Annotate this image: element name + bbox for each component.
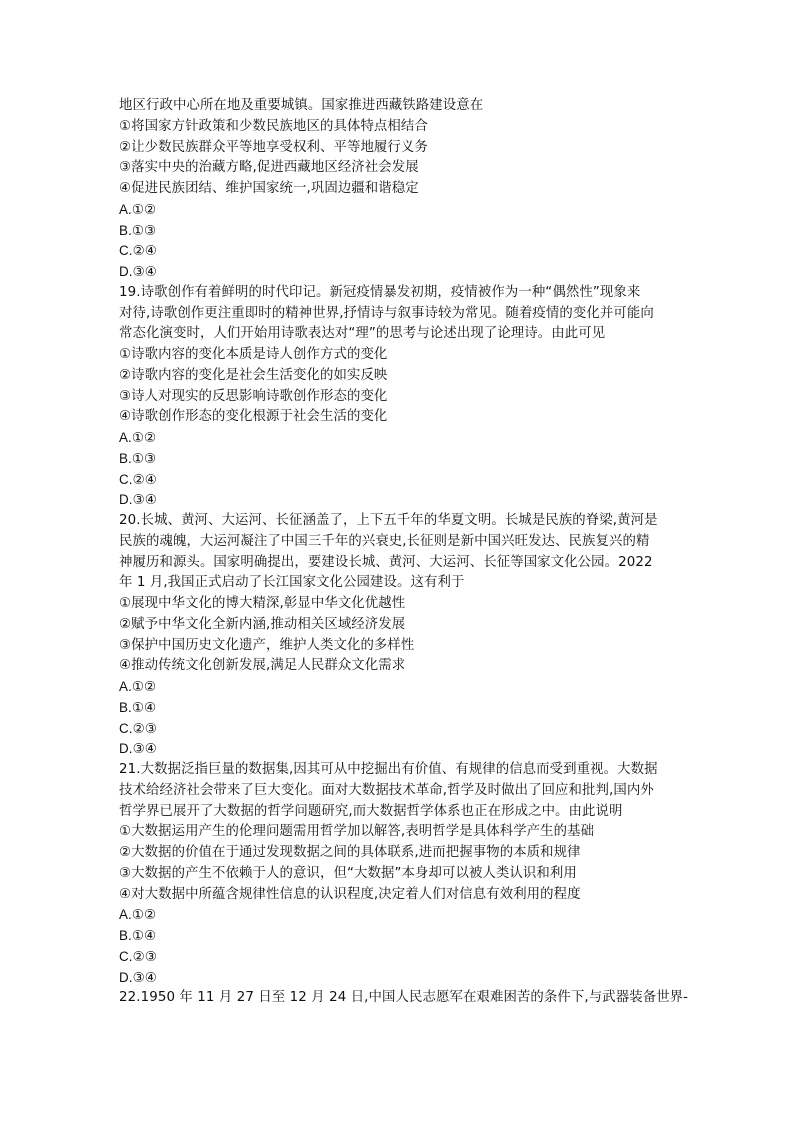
question-21 [119, 760, 679, 988]
question-stem-line: 19.诗歌创作有着鲜明的时代印记。新冠疫情暴发初期，疫情被作为一种“偶然性”现象来 [119, 284, 641, 300]
option-d: D.③④ [119, 969, 157, 985]
statement-3: ③大数据的产生不依赖于人的意识，但“大数据”本身却可以被人类认识和利用 [119, 865, 577, 881]
question-stem-line: 常态化演变时，人们开始用诗歌表达对“理”的思考与论述出现了论理诗。由此可见 [119, 326, 606, 342]
statement-1: ①诗歌内容的变化本质是诗人创作方式的变化 [119, 347, 388, 362]
question-stem-line: 哲学界已展开了大数据的哲学问题研究,而大数据哲学体系也正在形成之中。由此说明 [119, 803, 623, 819]
option-a: A.①② [119, 201, 157, 217]
option-b: B.①④ [119, 699, 157, 715]
question-stem-line: 地区行政中心所在地及重要城镇。国家推进西藏铁路建设意在 [119, 98, 484, 113]
question-stem-line: 神履历和源头。国家明确提出，要建设长城、黄河、大运河、长征等国家文化公园。2022 [119, 554, 653, 570]
statement-1: ①展现中华文化的博大精深,彰显中华文化优越性 [119, 596, 406, 611]
option-d: D.③④ [119, 264, 157, 279]
option-a: A.①② [119, 430, 157, 445]
option-d: D.③④ [119, 741, 157, 757]
statement-1: ①将国家方针政策和少数民族地区的具体特点相结合 [119, 118, 428, 134]
option-d: D.③④ [119, 492, 157, 508]
option-c: C.②③ [119, 948, 157, 964]
question-stem-line: 22.1950 年 11 月 27 日至 12 月 24 日,中国人民志愿军在艰难困苦的条件下,与武器装备世界- [119, 990, 689, 1006]
statement-2: ②让少数民族群众平等地享受权利、平等地履行义务 [119, 139, 428, 155]
question-20 [119, 511, 679, 760]
statement-2: ②大数据的价值在于通过发现数据之间的具体联系,进而把握事物的本质和规律 [119, 845, 581, 860]
statement-3: ③保护中国历史文化遗产，维护人类文化的多样性 [119, 637, 415, 653]
question-stem-line: 20.长城、黄河、大运河、长征涵盖了，上下五千年的华夏文明。长城是民族的脊梁,黄河是 [119, 513, 658, 528]
option-a: A.①② [119, 679, 157, 694]
statement-4: ④推动传统文化创新发展,满足人民群众文化需求 [119, 658, 406, 674]
question-stem-line: 21.大数据泛指巨量的数据集,因其可从中挖掘出有价值、有规律的信息而受到重视。大数据 [119, 762, 658, 777]
document-page [119, 96, 689, 1009]
question-stem-line: 民族的魂魄，大运河凝注了中国三千年的兴衰史,长征则是新中国兴旺发达、民族复兴的精 [119, 533, 650, 549]
statement-2: ②诗歌内容的变化是社会生活变化的如实反映 [119, 367, 388, 383]
statement-2: ②赋予中华文化全新内涵,推动相关区域经济发展 [119, 616, 406, 632]
statement-4: ④诗歌创作形态的变化根源于社会生活的变化 [119, 409, 388, 425]
statement-1: ①大数据运用产生的伦理问题需用哲学加以解答,表明哲学是具体科学产生的基础 [119, 824, 595, 840]
statement-4: ④对大数据中所蕴含规律性信息的认识程度,决定着人们对信息有效利用的程度 [119, 886, 581, 902]
statement-3: ③落实中央的治藏方略,促进西藏地区经济社会发展 [119, 160, 419, 176]
option-b: B.①③ [119, 450, 157, 466]
option-a: A.①② [119, 907, 157, 923]
question-stem-line: 对待,诗歌创作更注重即时的精神世界,抒情诗与叙事诗较为常见。随着疫情的变化并可能向 [119, 305, 654, 321]
question-stem-line: 年 1 月,我国正式启动了长江国家文化公园建设。这有利于 [119, 575, 465, 591]
question-22 [119, 988, 689, 1009]
option-c: C.②④ [119, 243, 157, 259]
statement-4: ④促进民族团结、维护国家统一,巩固边疆和谐稳定 [119, 181, 419, 196]
question-19 [119, 283, 679, 511]
question-18-tail [119, 96, 679, 283]
option-c: C.②④ [119, 471, 157, 487]
statement-3: ③诗人对现实的反思影响诗歌创作形态的变化 [119, 388, 388, 404]
question-stem-line: 技术给经济社会带来了巨大变化。面对大数据技术革命,哲学及时做出了回应和批判,国内外 [119, 782, 654, 798]
option-c: C.②③ [119, 720, 157, 736]
option-b: B.①③ [119, 222, 157, 238]
option-b: B.①④ [119, 928, 157, 943]
